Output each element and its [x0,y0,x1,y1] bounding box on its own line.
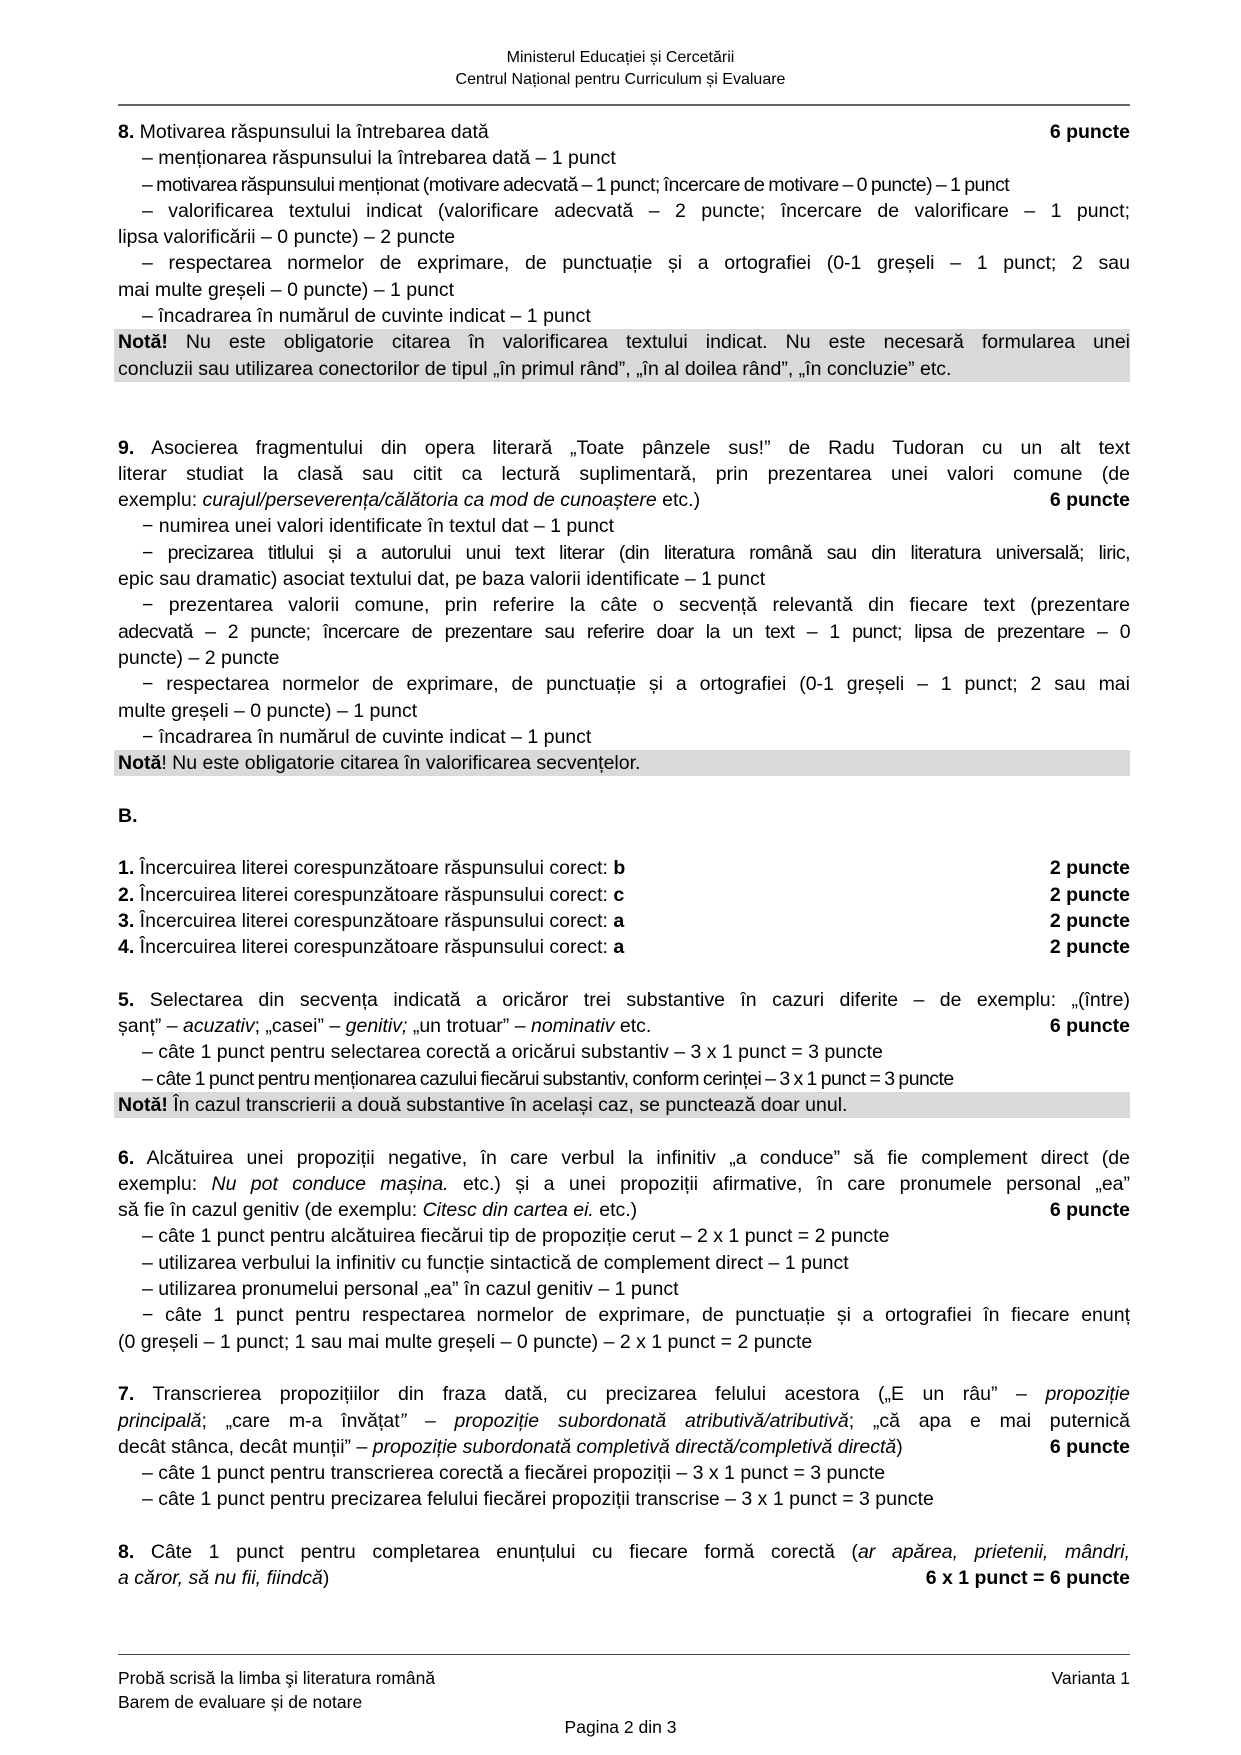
text-segment: Câte 1 punct pentru completarea enunțului cu fiecare formă corectă ( [134,1541,858,1564]
points-value: 6 puncte [1049,121,1130,143]
text-segment: adecvată – 2 puncte; încercare de prezentare sau referire doar la un text – 1 punct; lipsa de prezentare – 0 [118,620,1130,643]
italic-text: propoziție [1045,1383,1130,1406]
footer-divider [118,1654,1130,1655]
text-segment: (0 greșeli – 1 punct; 1 sau mai multe greșeli – 0 puncte) – 2 x 1 punct = 2 puncte [118,1330,813,1353]
text-line [118,1539,1130,1565]
text-segment: puncte) – 2 puncte [118,646,280,669]
text-line [118,1276,1130,1302]
text-line [118,987,1130,1013]
text-segment: – câte 1 punct pentru precizarea felului fiecărei propoziții transcrise – 3 x 1 punct = 3 puncte [142,1488,934,1511]
line-text [118,592,1130,618]
line-text [118,1513,1130,1539]
text-segment: – menționarea răspunsului la întrebarea dată – 1 punct [142,147,616,170]
line-text [118,408,1130,434]
text-segment: Selectarea din secvența indicată a oricăror trei substantive în cazuri diferite – de exemplu: „(între) [134,988,1130,1011]
bold-text: B. [118,804,138,827]
text-line [118,1434,1130,1460]
text-segment: Transcrierea propozițiilor din fraza dată, cu precizarea felului acestora („E un râu” – [134,1383,1046,1406]
line-text [118,1486,1130,1512]
header-divider [118,104,1130,106]
line-text [118,1276,1130,1302]
text-segment: multe greșeli – 0 puncte) – 1 punct [118,699,418,722]
text-segment: „un trotuar” – [407,1015,531,1038]
footer-page-number: Pagina 2 din 3 [564,1717,677,1737]
text-line [118,803,1130,829]
text-line [118,908,1130,934]
italic-text: propoziție subordonată completivă directă/completivă directă [372,1435,897,1458]
text-line [118,1460,1130,1486]
line-text [118,1565,918,1591]
text-segment: − prezentarea valorii comune, prin referire la câte o secvență relevantă din fiecare text (prezentare [142,594,1130,617]
text-segment: − încadrarea în numărul de cuvinte indicat – 1 punct [142,725,592,748]
text-line [118,487,1130,513]
line-text [118,1355,1130,1381]
text-line [118,1486,1130,1512]
points-value: 2 puncte [1049,857,1130,880]
italic-text: nominativ [530,1015,615,1038]
text-line [118,1408,1130,1434]
line-text [118,1434,1042,1460]
line-text [118,619,1130,645]
text-segment: exemplu: [118,489,203,512]
line-text [118,987,1130,1013]
line-text [118,1171,1130,1197]
text-line [118,698,1130,724]
text-segment: să fie în cazul genitiv (de exemplu: [118,1199,423,1222]
points-value: 6 puncte [1049,1435,1130,1458]
line-text [118,435,1130,461]
line-text [118,724,1130,750]
text-line [118,592,1130,618]
bold-text: 1. [118,857,135,880]
text-segment: ; „că apa e mai puternică [848,1409,1130,1432]
text-segment: Nu este obligatorie citarea în valorificarea textului indicat. Nu este necesară formularea unei [167,331,1130,354]
text-line [118,855,1130,881]
text-line [118,882,1130,908]
blank-line [118,961,1130,987]
line-text [118,829,1130,855]
blank-line [118,1118,1130,1144]
line-text [118,1197,1042,1223]
text-segment: ) [896,1435,903,1458]
line-text [118,540,1130,566]
text-segment: Încercuirea literei corespunzătoare răspunsului corect: [134,883,614,906]
line-text [118,487,1042,513]
points-value: 2 puncte [1049,936,1130,959]
text-segment: În cazul transcrierii a două substantive în același caz, se punctează doar unul. [167,1093,848,1116]
line-text [118,1250,1130,1276]
points-value: 2 puncte [1049,909,1130,932]
text-line [118,1145,1130,1171]
line-text [118,671,1130,697]
text-line [118,198,1130,224]
line-text [118,1092,1130,1118]
header-ministry: Ministerul Educației și Cercetării [506,49,735,66]
text-line [118,724,1130,750]
italic-text: curajul/perseverența/călătoria ca mod de cunoaștere [202,489,657,512]
text-line [118,645,1130,671]
line-text [118,461,1130,487]
line-text [118,1381,1130,1407]
text-segment: – utilizarea verbului la infinitiv cu funcție sintactică de complement direct – 1 punct [142,1251,849,1274]
italic-text: a căror, să nu fii, fiindcă [118,1567,323,1590]
points-value: 6 puncte [1049,489,1130,512]
points-value: 2 puncte [1049,883,1130,906]
line-text [118,908,1042,934]
blank-line [118,408,1130,434]
bold-text: 4. [118,936,135,959]
text-segment: – câte 1 punct pentru menționarea cazului fiecărui substantiv, conform cerinței – 3 x 1 punct = 3 puncte [142,1067,954,1090]
points-value: 6 puncte [1049,1199,1130,1222]
line-text [118,224,1130,250]
italic-text: ar apărea, prietenii, mândri, [857,1541,1130,1564]
text-line [118,119,1130,145]
bold-text: Notă! [118,331,168,354]
bold-text: 8. [118,1541,135,1564]
text-segment: – câte 1 punct pentru transcrierea corectă a fiecărei propoziții – 3 x 1 punct = 3 puncte [142,1462,886,1485]
bold-text: a [613,909,625,932]
bold-text: 3. [118,909,135,932]
line-text [118,1145,1130,1171]
text-line [118,303,1130,329]
line-text [118,303,1130,329]
line-text [118,119,1042,145]
text-segment: lipsa valorificării – 0 puncte) – 2 puncte [118,226,456,249]
text-line [118,513,1130,539]
points-value: 6 x 1 punct = 6 puncte [925,1567,1130,1590]
bold-text: b [613,857,626,880]
line-text [118,198,1130,224]
line-text [118,356,1130,382]
text-segment: ; „casei” – [254,1015,346,1038]
text-segment: epic sau dramatic) asociat textului dat, pe baza valorii identificate – 1 punct [118,568,766,591]
text-segment: Încercuirea literei corespunzătoare răspunsului corect: [134,936,614,959]
text-line [118,1329,1130,1355]
line-text [118,645,1130,671]
blank-line [118,776,1130,802]
points-value: 6 puncte [1049,1015,1130,1038]
text-segment: decât stânca, decât munții” – [118,1435,373,1458]
header-center: Centrul Național pentru Curriculum și Evaluare [455,71,786,88]
bold-text: 5. [118,988,135,1011]
blank-line [118,829,1130,855]
italic-text: acuzativ [183,1015,255,1038]
text-line [118,1197,1130,1223]
text-line [118,277,1130,303]
line-text [118,1460,1130,1486]
line-text [118,1039,1130,1065]
text-line [118,435,1130,461]
line-text [118,1066,1130,1092]
text-line [118,1171,1130,1197]
text-segment: – câte 1 punct pentru alcătuirea fiecărui tip de propoziție cerut – 2 x 1 punct = 2 puncte [142,1225,890,1248]
line-text [118,145,1130,171]
text-line [118,566,1130,592]
text-line [118,172,1130,198]
bold-text: 9. [118,436,135,459]
text-segment: etc. [614,1015,652,1038]
italic-text: principală [118,1409,202,1432]
text-segment: concluzii sau utilizarea conectorilor de tipul „în primul rând”, „în al doilea rând”, „în concluzie” etc. [118,357,952,380]
text-line [118,145,1130,171]
line-text [118,1539,1130,1565]
note-line [114,1092,1130,1118]
line-text [118,803,1130,829]
line-text [118,1118,1130,1144]
text-line [118,461,1130,487]
note-line [114,329,1130,355]
text-segment: − câte 1 punct pentru respectarea normelor de exprimare, de punctuație și a ortografiei în fiecare enunț [142,1304,1130,1327]
text-segment: Încercuirea literei corespunzătoare răspunsului corect: [134,909,614,932]
blank-line [118,1355,1130,1381]
text-segment: ; „care m-a învățat [201,1409,400,1432]
line-text [118,1302,1130,1328]
blank-line [118,1513,1130,1539]
text-line [118,934,1130,960]
note-line [114,750,1130,776]
text-segment: – câte 1 punct pentru selectarea corectă a oricărui substantiv – 3 x 1 punct = 3 puncte [142,1041,883,1064]
footer-variant: Varianta 1 [1051,1668,1130,1688]
text-line [118,1039,1130,1065]
text-line [118,540,1130,566]
note-line [114,356,1130,382]
text-segment: mai multe greșeli – 0 puncte) – 1 punct [118,278,455,301]
text-line [118,1565,1130,1591]
text-line [118,250,1130,276]
line-text [118,961,1130,987]
line-text [118,382,1130,408]
text-segment: Asocierea fragmentului din opera literară „Toate pânzele sus!” de Radu Tudoran cu un alt text [134,436,1130,459]
italic-text: ” – propoziție subordonată atributivă/atributivă [399,1409,849,1432]
text-line [118,671,1130,697]
text-segment: ) [322,1567,330,1590]
line-text [118,855,1042,881]
bold-text: 6. [118,1146,135,1169]
line-text [118,698,1130,724]
text-line [118,1066,1130,1092]
text-segment: etc.) [593,1199,638,1222]
bold-text: c [613,883,625,906]
text-line [118,619,1130,645]
text-segment: Încercuirea literei corespunzătoare răspunsului corect: [134,857,614,880]
line-text [118,1013,1042,1039]
line-text [118,934,1042,960]
text-line [118,1381,1130,1407]
bold-text: Notă [118,752,162,775]
text-line [118,1223,1130,1249]
text-segment: − respectarea normelor de exprimare, de punctuație și a ortografiei (0-1 greșeli – 1 punct; 2 sau mai [142,673,1130,696]
italic-text: Citesc din cartea ei. [422,1199,594,1222]
text-segment: – motivarea răspunsului menționat (motivare adecvată – 1 punct; încercare de motivare – 0 puncte) – 1 punct [142,173,1010,196]
text-line [118,224,1130,250]
footer-doc-type: Barem de evaluare și de notare [118,1692,363,1712]
bold-text: 2. [118,883,135,906]
text-line [118,1013,1130,1039]
footer-subject: Probă scrisă la limba şi literatura română [118,1668,436,1688]
grading-scheme-body [118,119,1130,1592]
bold-text: 8. [118,121,135,143]
text-segment: ! Nu este obligatorie citarea în valorificarea secvențelor. [161,752,641,775]
line-text [118,776,1130,802]
line-text [118,329,1130,355]
line-text [118,566,1130,592]
text-segment: exemplu: [118,1172,212,1195]
text-segment: – încadrarea în numărul de cuvinte indicat – 1 punct [142,305,591,328]
italic-text: Nu pot conduce mașina. [211,1172,449,1195]
text-segment: − numirea unei valori identificate în textul dat – 1 punct [142,515,615,538]
line-text [118,172,1130,198]
line-text [118,513,1130,539]
line-text [118,1408,1130,1434]
bold-text: 7. [118,1383,135,1406]
text-line [118,1302,1130,1328]
line-text [118,1329,1130,1355]
text-segment: – utilizarea pronumelui personal „ea” în cazul genitiv – 1 punct [142,1278,679,1301]
text-segment: literar studiat la clasă sau citit ca lectură suplimentară, prin prezentarea unei valori comune (de [118,462,1130,485]
text-segment: etc.) și a unei propoziții afirmative, în care pronumele personal „ea” [448,1172,1131,1195]
text-segment: Motivarea răspunsului la întrebarea dată [134,121,489,143]
bold-text: Notă! [118,1093,168,1116]
text-segment: – respectarea normelor de exprimare, de punctuație și a ortografiei (0-1 greșeli – 1 punct; 2 sau [142,252,1130,275]
text-segment: − precizarea titlului și a autorului unui text literar (din literatura română sau din literatura universală; liric, [142,541,1130,564]
line-text [118,250,1130,276]
italic-text: genitiv; [345,1015,408,1038]
text-segment: Alcătuirea unei propoziții negative, în care verbul la infinitiv „a conduce” să fie complement direct (de [134,1146,1130,1169]
blank-line [118,382,1130,408]
text-segment: – valorificarea textului indicat (valorificare adecvată – 2 puncte; încercare de valorificare – 1 punct; [142,199,1130,222]
line-text [118,882,1042,908]
line-text [118,750,1130,776]
text-segment: șanț” – [118,1015,184,1038]
text-line [118,1250,1130,1276]
line-text [118,1223,1130,1249]
bold-text: a [613,936,625,959]
line-text [118,277,1130,303]
text-segment: etc.) [656,489,701,512]
